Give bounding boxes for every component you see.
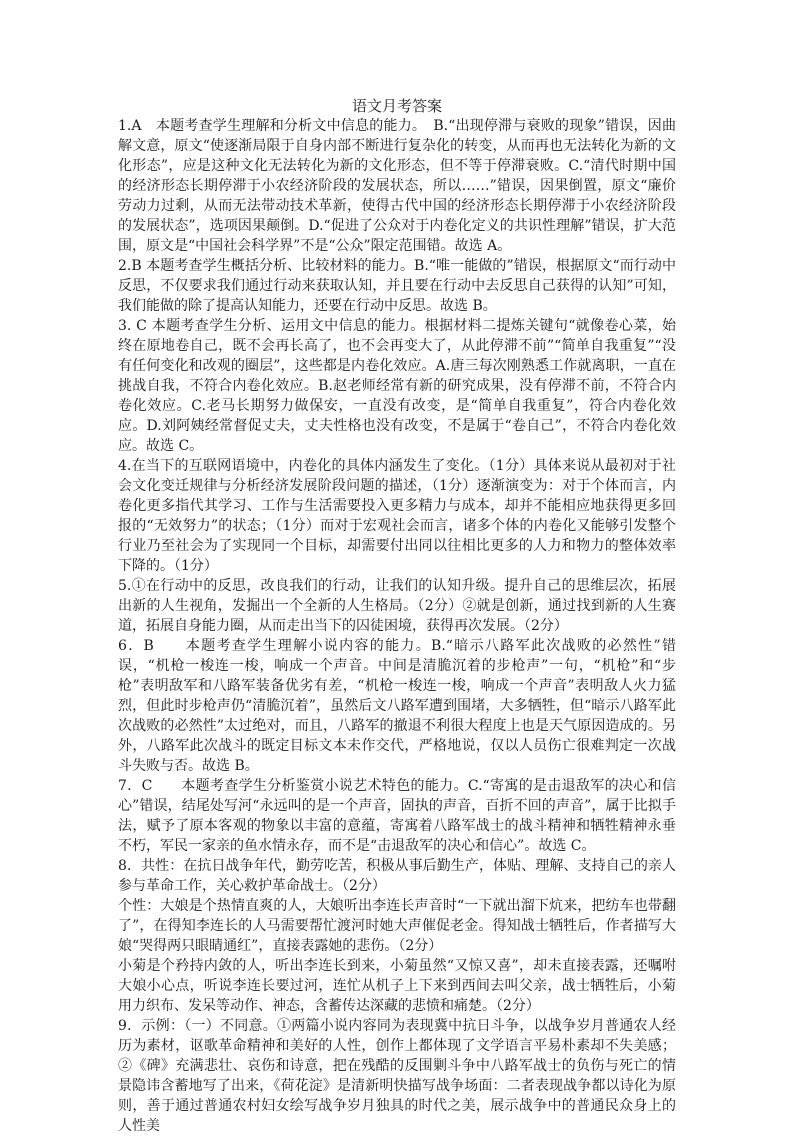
answer-3: 3. C 本题考查学生分析、运用文中信息的能力。根据材料二提炼关键句“就像卷心菜，始终在原地卷自己，既不会再长高了，也不会再变大了，从此停滞不前”“简单自我重复”“没有任何变化和改观的圈层”，这些都是内卷化效应。A.唐三每次刚熟悉工作就离职，一直在挑战自我，不符合内卷化效应。B.赵老师经常有新的研究成果，没有停滞不前，不符合内卷化效应。C.老马长期努力做保安，一直没有改变，是“简单自我重复”，符合内卷化效应。D.刘阿姨经常督促丈夫，丈夫性格也没有改变，不是属于“卷自己”，不符合内卷化效应。故选 C。 xyxy=(118,318,676,454)
answer-4: 4.在当下的互联网语境中，内卷化的具体内涵发生了变化。（1分）具体来说从最初对于社会文化变迁规律与分析经济发展阶段问题的描述，（1分）逐渐演变为：对于个体而言，内卷化更多指代其学习、工作与生活需要投入更多精力与成本，却并不能相应地获得更多回报的“无效努力”的状态；（1分）而对于宏观社会而言，诸多个体的内卷化又能够引发整个行业乃至社会为了实现同一个目标，却需要付出同以往相比更多的人力和物力的整体效率下降的。（1分） xyxy=(118,458,676,574)
answer-9: 9．示例：（一）不同意。①两篇小说内容同为表现冀中抗日斗争，以战争岁月普通农人经历为素材，讴歌革命精神和美好的人性，创作上都体现了文学语言平易朴素却不失美感；②《碑》充满悲壮、哀伤和诗意，把在残酷的反围剿斗争中八路军战士的负伤与死亡的情景隐讳含蓄地写了出来，《荷花淀》是清新明快描写战争场面：二者表现战争都以诗化为原则，善于通过普通农村妇女绘写战争岁月独具的时代之美，展示战争中的普通民众身上的人性美 xyxy=(118,1018,676,1134)
answer-sheet xyxy=(118,96,676,1136)
page-title: 语文月考答案 xyxy=(351,97,442,115)
answer-8-xiaoju: 小菊是个矜持内敛的人，听出李连长到来，小菊虽然“又惊又喜”，却未直接表露，还嘱咐大娘小心点，听说李连长要过河，连忙从机子上下来到西间去叫父亲，战士牺牲后，小菊用力织布、发呆等动作、神态，含蓄传达深藏的悲愤和痛楚。（2分） xyxy=(118,958,676,1014)
answer-5: 5.①在行动中的反思，改良我们的行动，让我们的认知升级。提升自己的思维层次，拓展出新的人生视角，发掘出一个全新的人生格局。（2分）②就是创新，通过找到新的人生赛道，拓展自身能力圈，从而走出当下的囚徒困境，获得再次发展。（2分） xyxy=(118,578,676,634)
answer-1: 1.A 本题考查学生理解和分析文中信息的能力。 B.“出现停滞与衰败的现象”错误，因曲解文意，原文“使逐渐局限于自身内部不断进行复杂化的转变，从而再也无法转化为新的文化形态”，应是这种文化无法转化为新的文化形态，但不等于停滞衰败。C.“清代时期中国的经济形态长期停滞于小农经济阶段的发展状态，所以……”错误，因果倒置，原文“廉价劳动力过剩，从而无法带动技术革新，使得古代中国的经济形态长期停滞于小农经济阶段的发展状态”，选项因果颠倒。D.“促进了公众对于内卷化定义的共识性理解”错误，扩大范围，原文是“中国社会科学界”不是“公众”限定范围错。故选 A。 xyxy=(118,118,676,254)
answer-7: 7．C 本题考查学生分析鉴赏小说艺术特色的能力。C.“寄寓的是击退敌军的决心和信心”错误，结尾处写河“永远叫的是一个声音，固执的声音，百折不回的声音”，属于比拟手法，赋予了原本客观的物象以丰富的意蕴，寄寓着八路军战士的战斗精神和牺牲精神永垂不朽，军民一家亲的鱼水情永存，而不是“击退敌军的决心和信心”。故选 C。 xyxy=(118,778,676,854)
answer-6: 6．B 本题考查学生理解小说内容的能力。B.“暗示八路军此次战败的必然性”错误，“机枪一梭连一梭，响成一个声音。中间是清脆沉着的步枪声”一句，“机枪”和“步枪”表明敌军和八路军装备优劣有差，“机枪一梭连一梭，响成一个声音”表明敌人火力猛烈，但此时步枪声仍“清脆沉着”，虽然后文八路军遭到围堵，大多牺牲，但“暗示八路军此次战败的必然性”太过绝对，而且，八路军的撤退不利很大程度上也是天气原因造成的。另外，八路军此次战斗的既定目标文本未作交代，严格地说，仅以人员伤亡很难判定一次战斗失败与否。故选 B。 xyxy=(118,638,676,774)
answer-2: 2.B 本题考查学生概括分析、比较材料的能力。B.“唯一能做的”错误，根据原文“而行动中反思，不仅要求我们通过行动来获取认知，并且要在行动中去反思自己获得的认知”可知，我们能做的除了提高认知能力，还要在行动中反思。故选 B。 xyxy=(118,258,676,314)
answer-8-aunt: 个性：大娘是个热情直爽的人，大娘听出李连长声音时“一下就出溜下炕来，把纺车也带翻了”，在得知李连长的人马需要帮忙渡河时她大声催促老金。得知战士牺牲后，作者描写大娘“哭得两只眼睛通红”，直接表露她的悲伤。（2分） xyxy=(118,898,676,954)
answer-8-common: 8．共性：在抗日战争年代，勤劳吃苦，积极从事后勤生产，体贴、理解、支持自己的亲人参与革命工作，关心救护革命战士。（2分） xyxy=(118,858,676,894)
